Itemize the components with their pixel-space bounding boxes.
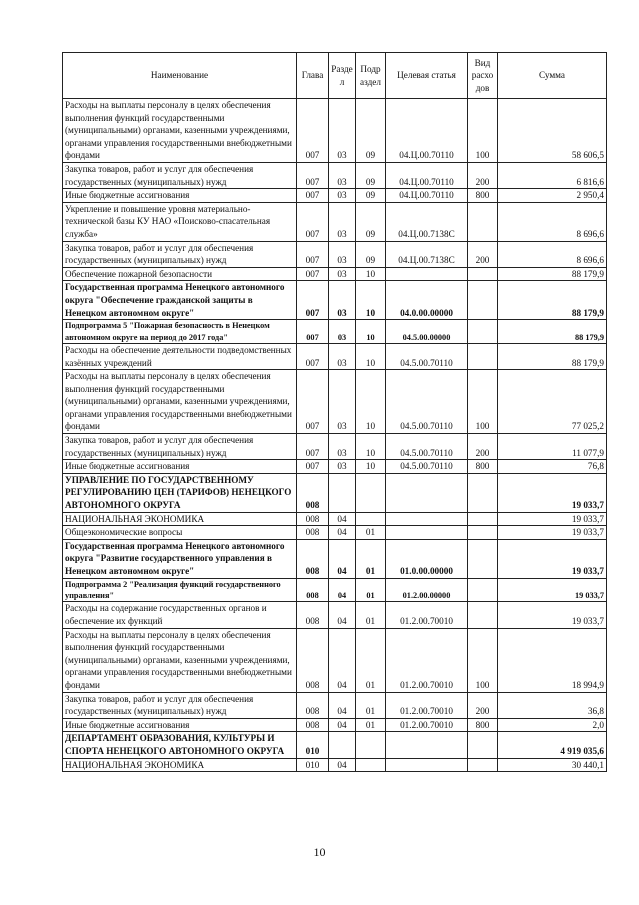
cell-name: Иные бюджетные ассигнования: [63, 718, 297, 732]
table-row: [63, 512, 607, 526]
cell-glava: 007: [297, 241, 329, 267]
cell-razdel: 03: [329, 320, 356, 344]
cell-razdel: 04: [329, 539, 356, 578]
cell-podrazdel: 10: [356, 267, 386, 281]
budget-table: [62, 52, 607, 772]
cell-vid: [468, 758, 498, 772]
cell-statya: 01.2.00.70010: [386, 628, 468, 692]
cell-glava: 008: [297, 718, 329, 732]
cell-vid: [468, 281, 498, 320]
cell-summa: 4 919 035,6: [498, 732, 607, 758]
cell-razdel: 03: [329, 267, 356, 281]
cell-podrazdel: [356, 758, 386, 772]
cell-summa: 88 179,9: [498, 320, 607, 344]
cell-vid: [468, 602, 498, 628]
cell-glava: 008: [297, 539, 329, 578]
cell-glava: 008: [297, 512, 329, 526]
header-glava: Глава: [297, 53, 329, 99]
cell-statya: [386, 512, 468, 526]
cell-podrazdel: 10: [356, 460, 386, 474]
cell-summa: 19 033,7: [498, 512, 607, 526]
cell-podrazdel: 01: [356, 526, 386, 540]
cell-name: Государственная программа Ненецкого автономного округа "Развитие государственного управления в Ненецком автономном округе": [63, 539, 297, 578]
cell-statya: 04.5.00.00000: [386, 320, 468, 344]
cell-razdel: 03: [329, 343, 356, 369]
cell-name: Расходы на содержание государственных органов и обеспечение их функций: [63, 602, 297, 628]
cell-summa: 36,8: [498, 692, 607, 718]
cell-vid: [468, 343, 498, 369]
cell-name: Подпрограмма 5 "Пожарная безопасность в Ненецком автономном округе на период до 2017 года": [63, 320, 297, 344]
cell-statya: [386, 473, 468, 512]
cell-statya: 04.Ц.00.70110: [386, 99, 468, 163]
cell-glava: 007: [297, 99, 329, 163]
cell-razdel: 04: [329, 718, 356, 732]
cell-glava: 010: [297, 732, 329, 758]
cell-razdel: 03: [329, 370, 356, 434]
cell-podrazdel: 10: [356, 434, 386, 460]
cell-podrazdel: 10: [356, 320, 386, 344]
cell-vid: 800: [468, 718, 498, 732]
cell-summa: 19 033,7: [498, 473, 607, 512]
cell-summa: 58 606,5: [498, 99, 607, 163]
cell-podrazdel: 10: [356, 370, 386, 434]
cell-summa: 30 440,1: [498, 758, 607, 772]
cell-razdel: 04: [329, 512, 356, 526]
table-row: [63, 99, 607, 163]
cell-statya: 04.Ц.00.70110: [386, 189, 468, 203]
cell-name: Иные бюджетные ассигнования: [63, 460, 297, 474]
cell-podrazdel: 01: [356, 718, 386, 732]
header-podrazdel: Подр аздел: [356, 53, 386, 99]
table-row: [63, 434, 607, 460]
cell-podrazdel: 09: [356, 99, 386, 163]
cell-name: Закупка товаров, работ и услуг для обеспечения государственных (муниципальных) нужд: [63, 241, 297, 267]
cell-razdel: 04: [329, 578, 356, 602]
cell-podrazdel: [356, 732, 386, 758]
cell-name: Иные бюджетные ассигнования: [63, 189, 297, 203]
cell-statya: 04.Ц.00.7138С: [386, 202, 468, 241]
cell-summa: 19 033,7: [498, 526, 607, 540]
cell-vid: [468, 732, 498, 758]
table-row: [63, 602, 607, 628]
cell-glava: 007: [297, 202, 329, 241]
table-row: [63, 628, 607, 692]
cell-name: ДЕПАРТАМЕНТ ОБРАЗОВАНИЯ, КУЛЬТУРЫ И СПОРТА НЕНЕЦКОГО АВТОНОМНОГО ОКРУГА: [63, 732, 297, 758]
table-row: [63, 189, 607, 203]
cell-podrazdel: [356, 512, 386, 526]
cell-razdel: 03: [329, 460, 356, 474]
cell-glava: 007: [297, 162, 329, 188]
cell-glava: 007: [297, 281, 329, 320]
cell-glava: 010: [297, 758, 329, 772]
cell-glava: 007: [297, 343, 329, 369]
cell-razdel: 03: [329, 99, 356, 163]
cell-name: Обеспечение пожарной безопасности: [63, 267, 297, 281]
cell-vid: [468, 539, 498, 578]
table-row: [63, 267, 607, 281]
cell-summa: 19 033,7: [498, 539, 607, 578]
cell-summa: 8 696,6: [498, 202, 607, 241]
cell-name: Общеэкономические вопросы: [63, 526, 297, 540]
table-row: [63, 241, 607, 267]
cell-razdel: 03: [329, 241, 356, 267]
cell-vid: 100: [468, 628, 498, 692]
table-row: [63, 281, 607, 320]
cell-podrazdel: 09: [356, 162, 386, 188]
cell-podrazdel: 01: [356, 578, 386, 602]
table-row: [63, 526, 607, 540]
cell-glava: 008: [297, 692, 329, 718]
cell-name: Закупка товаров, работ и услуг для обеспечения государственных (муниципальных) нужд: [63, 692, 297, 718]
cell-name: Государственная программа Ненецкого автономного округа "Обеспечение гражданской защиты в Ненецком автономном округе": [63, 281, 297, 320]
table-row: [63, 473, 607, 512]
cell-name: УПРАВЛЕНИЕ ПО ГОСУДАРСТВЕННОМУ РЕГУЛИРОВАНИЮ ЦЕН (ТАРИФОВ) НЕНЕЦКОГО АВТОНОМНОГО ОКРУГА: [63, 473, 297, 512]
cell-vid: 800: [468, 460, 498, 474]
cell-summa: 18 994,9: [498, 628, 607, 692]
cell-razdel: 04: [329, 692, 356, 718]
cell-vid: [468, 512, 498, 526]
cell-name: Расходы на обеспечение деятельности подведомственных казённых учреждений: [63, 343, 297, 369]
table-row: [63, 343, 607, 369]
table-row: [63, 202, 607, 241]
header-vid: Вид расхо дов: [468, 53, 498, 99]
cell-vid: [468, 578, 498, 602]
cell-glava: 007: [297, 189, 329, 203]
cell-vid: [468, 267, 498, 281]
cell-razdel: 03: [329, 162, 356, 188]
cell-razdel: [329, 473, 356, 512]
cell-glava: 007: [297, 267, 329, 281]
cell-glava: 008: [297, 628, 329, 692]
header-statya: Целевая статья: [386, 53, 468, 99]
cell-glava: 007: [297, 434, 329, 460]
cell-statya: 01.2.00.70010: [386, 602, 468, 628]
table-row: [63, 692, 607, 718]
cell-vid: [468, 320, 498, 344]
cell-statya: [386, 267, 468, 281]
cell-podrazdel: 10: [356, 343, 386, 369]
cell-podrazdel: 09: [356, 202, 386, 241]
cell-statya: 04.5.00.70110: [386, 434, 468, 460]
cell-vid: [468, 202, 498, 241]
table-row: [63, 460, 607, 474]
table-row: [63, 320, 607, 344]
cell-podrazdel: 10: [356, 281, 386, 320]
header-name: Наименование: [63, 53, 297, 99]
cell-statya: 04.Ц.00.7138С: [386, 241, 468, 267]
cell-vid: 100: [468, 99, 498, 163]
cell-statya: 04.5.00.70110: [386, 460, 468, 474]
cell-vid: 200: [468, 162, 498, 188]
cell-summa: 2,0: [498, 718, 607, 732]
cell-razdel: 04: [329, 628, 356, 692]
cell-statya: 01.0.00.00000: [386, 539, 468, 578]
cell-podrazdel: 01: [356, 628, 386, 692]
header-summa: Сумма: [498, 53, 607, 99]
cell-statya: 01.2.00.00000: [386, 578, 468, 602]
cell-name: Закупка товаров, работ и услуг для обеспечения государственных (муниципальных) нужд: [63, 162, 297, 188]
cell-podrazdel: [356, 473, 386, 512]
cell-glava: 007: [297, 460, 329, 474]
cell-podrazdel: 01: [356, 692, 386, 718]
cell-name: Подпрограмма 2 "Реализация функций государственного управления": [63, 578, 297, 602]
header-razdel: Разде л: [329, 53, 356, 99]
cell-razdel: 03: [329, 281, 356, 320]
cell-statya: 01.2.00.70010: [386, 718, 468, 732]
cell-summa: 77 025,2: [498, 370, 607, 434]
cell-razdel: 03: [329, 434, 356, 460]
cell-vid: 200: [468, 434, 498, 460]
cell-glava: 008: [297, 578, 329, 602]
table-header-row: [63, 53, 607, 99]
cell-razdel: 04: [329, 758, 356, 772]
cell-statya: 04.Ц.00.70110: [386, 162, 468, 188]
cell-vid: 100: [468, 370, 498, 434]
table-row: [63, 758, 607, 772]
cell-glava: 008: [297, 602, 329, 628]
cell-summa: 6 816,6: [498, 162, 607, 188]
cell-name: Закупка товаров, работ и услуг для обеспечения государственных (муниципальных) нужд: [63, 434, 297, 460]
table-row: [63, 718, 607, 732]
cell-podrazdel: 09: [356, 241, 386, 267]
cell-vid: [468, 473, 498, 512]
cell-vid: [468, 526, 498, 540]
cell-statya: 01.2.00.70010: [386, 692, 468, 718]
cell-statya: 04.5.00.70110: [386, 370, 468, 434]
cell-summa: 19 033,7: [498, 602, 607, 628]
cell-statya: [386, 526, 468, 540]
cell-summa: 11 077,9: [498, 434, 607, 460]
cell-vid: 200: [468, 241, 498, 267]
cell-summa: 88 179,9: [498, 281, 607, 320]
page-number: 10: [313, 845, 326, 859]
cell-summa: 88 179,9: [498, 267, 607, 281]
cell-glava: 008: [297, 473, 329, 512]
cell-glava: 008: [297, 526, 329, 540]
cell-razdel: 04: [329, 526, 356, 540]
cell-glava: 007: [297, 370, 329, 434]
cell-razdel: 04: [329, 602, 356, 628]
cell-vid: 800: [468, 189, 498, 203]
cell-statya: [386, 732, 468, 758]
cell-podrazdel: 09: [356, 189, 386, 203]
cell-name: Расходы на выплаты персоналу в целях обеспечения выполнения функций государственными (муниципальными) органами, казенными учреждениями, органами управления государственными внебюджетными фондами: [63, 99, 297, 163]
cell-razdel: 03: [329, 189, 356, 203]
table-row: [63, 578, 607, 602]
cell-statya: [386, 758, 468, 772]
cell-summa: 76,8: [498, 460, 607, 474]
cell-glava: 007: [297, 320, 329, 344]
cell-summa: 19 033,7: [498, 578, 607, 602]
cell-summa: 8 696,6: [498, 241, 607, 267]
cell-podrazdel: 01: [356, 602, 386, 628]
cell-podrazdel: 01: [356, 539, 386, 578]
cell-summa: 2 950,4: [498, 189, 607, 203]
cell-statya: 04.5.00.70110: [386, 343, 468, 369]
cell-summa: 88 179,9: [498, 343, 607, 369]
cell-name: НАЦИОНАЛЬНАЯ ЭКОНОМИКА: [63, 758, 297, 772]
table-row: [63, 732, 607, 758]
table-row: [63, 539, 607, 578]
cell-statya: 04.0.00.00000: [386, 281, 468, 320]
cell-razdel: 03: [329, 202, 356, 241]
table-row: [63, 162, 607, 188]
cell-name: Расходы на выплаты персоналу в целях обеспечения выполнения функций государственными (муниципальными) органами, казенными учреждениями, органами управления государственными внебюджетными фондами: [63, 370, 297, 434]
table-row: [63, 370, 607, 434]
cell-vid: 200: [468, 692, 498, 718]
cell-name: Укрепление и повышение уровня материально-технической базы КУ НАО «Поисково-спасательная служба»: [63, 202, 297, 241]
cell-name: Расходы на выплаты персоналу в целях обеспечения выполнения функций государственными (муниципальными) органами, казенными учреждениями, органами управления государственными внебюджетными фондами: [63, 628, 297, 692]
cell-name: НАЦИОНАЛЬНАЯ ЭКОНОМИКА: [63, 512, 297, 526]
cell-razdel: [329, 732, 356, 758]
